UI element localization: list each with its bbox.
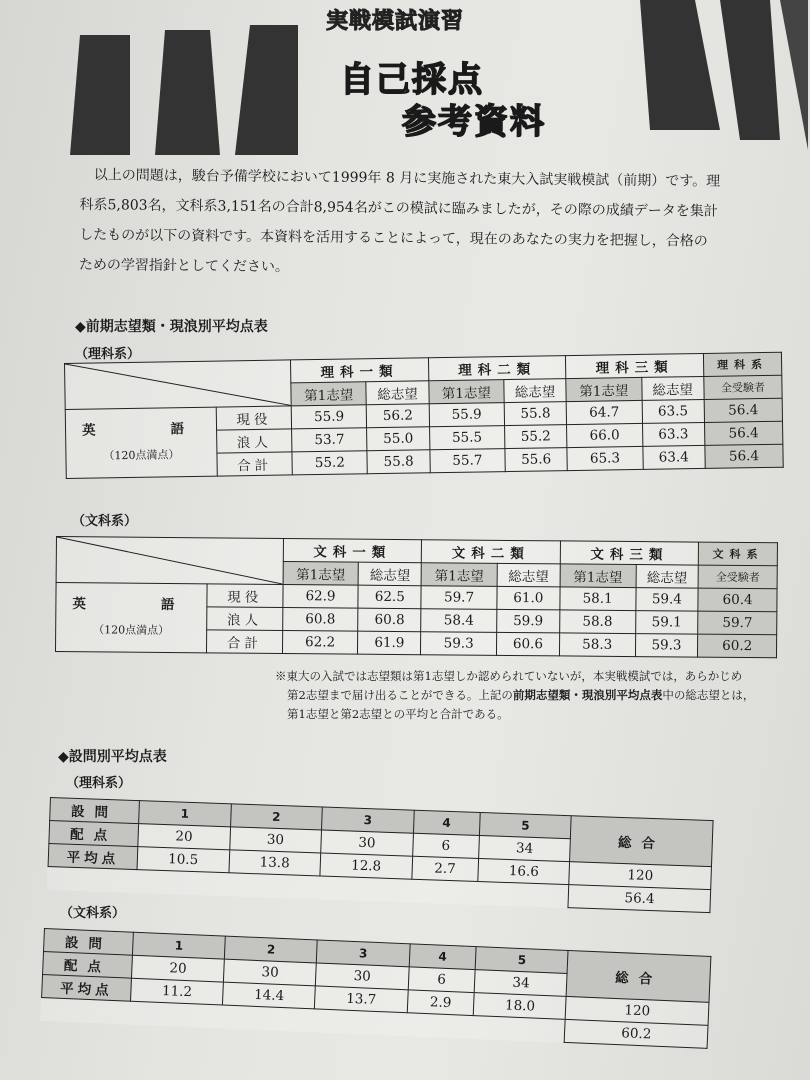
points-cell: 34 — [479, 836, 571, 862]
value-cell: 62.5 — [358, 585, 421, 609]
value-cell: 55.2 — [292, 451, 368, 475]
points-cell: 30 — [316, 963, 409, 990]
row-header: 平均点 — [42, 974, 132, 1001]
diagonal-header-cell — [65, 360, 292, 410]
header-band: 実戦模試演習 — [325, 9, 464, 34]
intro-line: したものが以下の資料です。本資料を活用することによって，現在のあなたの実力を把握し，合格の — [79, 226, 708, 250]
points-cell: 6 — [412, 833, 479, 858]
value-cell: 60.2 — [698, 634, 777, 658]
total-average: 56.4 — [568, 885, 710, 913]
sub-header: 第1志望 — [283, 561, 359, 585]
science-question-table — [47, 797, 714, 913]
humanities-average-table — [55, 536, 778, 658]
average-cell: 10.5 — [137, 847, 229, 873]
sub-header: 総志望 — [497, 563, 560, 587]
value-cell: 56.2 — [367, 404, 430, 428]
value-cell: 55.0 — [367, 427, 430, 451]
row-header: 設問 — [50, 798, 140, 824]
sub-header: 総志望 — [641, 376, 704, 400]
value-cell: 60.8 — [282, 607, 358, 631]
value-cell: 63.4 — [642, 445, 705, 469]
intro-paragraph — [79, 160, 770, 287]
average-cell: 12.8 — [320, 853, 412, 879]
total-header: 総合 — [570, 816, 713, 867]
value-cell: 59.7 — [421, 586, 497, 610]
intro-line: ための学習指針としてください。 — [78, 256, 289, 276]
points-cell: 34 — [474, 970, 567, 997]
points-cell: 30 — [229, 827, 321, 853]
question-number: 3 — [322, 807, 414, 833]
value-cell: 59.4 — [635, 588, 698, 612]
subject-cell — [65, 407, 217, 478]
sub-header: 第1志望 — [421, 563, 497, 587]
question-number: 3 — [317, 940, 410, 967]
value-cell: 55.2 — [504, 425, 567, 449]
group-header-all: 理科系 — [703, 352, 782, 376]
group-header: 理科一類 — [291, 358, 429, 383]
row-header: 配点 — [49, 821, 139, 847]
sub-header: 総志望 — [504, 379, 567, 403]
row-header: 配点 — [43, 952, 133, 979]
points-cell: 30 — [321, 830, 413, 856]
value-cell: 55.5 — [429, 426, 505, 450]
group-header: 理科三類 — [566, 353, 704, 378]
sub-header: 第1志望 — [566, 377, 642, 401]
value-cell: 58.8 — [559, 610, 635, 634]
humanities-question-table — [40, 928, 711, 1049]
value-cell: 58.4 — [421, 609, 497, 633]
value-cell: 63.3 — [642, 422, 705, 446]
question-number: 1 — [132, 932, 225, 959]
row-label: 合計 — [217, 452, 292, 476]
science-label: （理科系） — [75, 347, 141, 362]
question-number: 5 — [475, 947, 568, 974]
footnote-text: 第2志望まで届け出ることができる。上記の — [287, 688, 513, 702]
subject-cell — [55, 583, 207, 653]
science-q-label: （理科系） — [66, 776, 132, 791]
question-number: 4 — [409, 944, 477, 970]
footnote-line — [275, 686, 795, 705]
intro-line: 科系5,803名，文科系3,151名の合計8,954名がこの模試に臨みましたが，その際の成績データを集計 — [79, 196, 718, 220]
value-cell: 59.3 — [421, 632, 497, 656]
decorative-triangles-left — [70, 25, 300, 165]
footnote-text: 中の総志望とは， — [662, 688, 755, 702]
value-cell: 62.2 — [282, 630, 358, 654]
value-cell: 55.9 — [429, 403, 505, 427]
question-number: 5 — [479, 813, 571, 839]
section-title-average-by-course: ◆前期志望類・現浪別平均点表 — [75, 319, 268, 335]
points-cell: 20 — [131, 955, 224, 982]
value-cell: 59.3 — [635, 634, 698, 658]
value-cell: 59.1 — [635, 611, 698, 635]
value-cell: 59.7 — [698, 611, 777, 635]
footnote-bold: 前期志望類・現浪別平均点表 — [512, 688, 663, 702]
total-points: 120 — [566, 996, 709, 1025]
diagonal-line — [57, 537, 283, 584]
value-cell: 61.9 — [358, 631, 421, 655]
page-title-line2: 参考資料 — [402, 102, 546, 142]
science-average-table — [64, 352, 784, 479]
value-cell: 60.4 — [698, 588, 777, 612]
value-cell: 56.4 — [704, 398, 783, 422]
row-label: 現役 — [216, 406, 291, 430]
value-cell: 55.7 — [430, 449, 506, 473]
footnote-line: 第1志望と第2志望との平均と合計である。 — [287, 707, 509, 721]
sub-header: 第1志望 — [429, 380, 505, 404]
row-header: 設問 — [44, 929, 134, 956]
value-cell: 58.3 — [559, 633, 635, 657]
group-header-all: 文科系 — [699, 542, 778, 566]
value-cell: 55.6 — [505, 448, 568, 472]
sub-header: 総志望 — [359, 562, 422, 586]
row-label: 現役 — [207, 584, 283, 608]
row-label: 浪人 — [217, 429, 292, 453]
average-cell: 13.7 — [315, 986, 408, 1013]
sub-header: 第1志望 — [560, 564, 636, 588]
subject-label: 英 語 — [72, 596, 191, 614]
value-cell: 55.8 — [367, 450, 430, 474]
sub-header: 総志望 — [366, 381, 429, 405]
value-cell: 60.8 — [358, 608, 421, 632]
points-cell: 6 — [408, 967, 476, 993]
humanities-label: （文科系） — [72, 514, 138, 529]
subject-note: （120点満点） — [103, 448, 180, 463]
subject-label: 英 語 — [81, 420, 201, 439]
value-cell: 55.9 — [291, 405, 367, 429]
value-cell: 62.9 — [283, 584, 359, 608]
points-cell: 30 — [224, 959, 317, 986]
total-header: 総合 — [567, 950, 711, 1002]
group-header: 文科一類 — [283, 538, 422, 562]
value-cell: 65.3 — [567, 446, 643, 470]
group-header: 理科二類 — [428, 356, 566, 381]
question-number: 2 — [225, 936, 318, 963]
value-cell: 64.7 — [566, 400, 642, 424]
total-points: 120 — [569, 862, 711, 890]
average-cell: 18.0 — [474, 993, 567, 1020]
value-cell: 53.7 — [292, 428, 368, 452]
question-number: 1 — [139, 801, 231, 827]
average-cell: 11.2 — [131, 978, 224, 1005]
row-label: 浪人 — [207, 607, 283, 631]
section-title-average-by-question: ◆設問別平均点表 — [58, 749, 167, 765]
value-cell: 63.5 — [642, 399, 705, 423]
sub-header: 総志望 — [636, 565, 699, 589]
value-cell: 66.0 — [567, 423, 643, 447]
sub-header-all: 全受験者 — [704, 375, 783, 399]
row-label: 合計 — [206, 630, 282, 654]
points-cell: 20 — [138, 824, 230, 850]
group-header: 文科二類 — [421, 540, 560, 564]
row-header: 平均点 — [48, 843, 138, 869]
value-cell: 61.0 — [497, 586, 560, 610]
footnote-line: ※東大の入試では志望類は第1志望しか認められていないが，本実戦模試では，あらかじめ — [275, 669, 743, 683]
sub-header-all: 全受験者 — [698, 565, 777, 589]
diagonal-header-cell — [56, 537, 283, 585]
average-cell: 2.9 — [407, 990, 475, 1016]
value-cell: 59.9 — [497, 609, 560, 633]
total-average: 60.2 — [565, 1019, 708, 1048]
value-cell: 55.8 — [504, 402, 567, 426]
average-cell: 2.7 — [411, 856, 478, 881]
average-cell: 14.4 — [223, 982, 316, 1009]
group-header: 文科三類 — [560, 541, 699, 565]
page-title-line1: 自己採点 — [340, 60, 484, 100]
subject-note: （120点満点） — [93, 623, 170, 637]
value-cell: 58.1 — [560, 587, 636, 611]
question-number: 2 — [230, 804, 322, 830]
question-number: 4 — [413, 810, 480, 835]
sub-header: 第1志望 — [291, 382, 367, 406]
average-cell: 16.6 — [478, 858, 570, 884]
diagonal-line — [65, 360, 291, 409]
value-cell: 60.6 — [496, 632, 559, 656]
average-cell: 13.8 — [229, 850, 321, 876]
intro-line: 以上の問題は，駿台予備学校において1999年 8 月に実施された東大入試実戦模試（前期）です。理 — [93, 167, 721, 190]
decorative-triangles-right — [640, 0, 810, 150]
humanities-q-label: （文科系） — [60, 906, 126, 921]
value-cell: 56.4 — [705, 444, 784, 468]
footnote — [275, 667, 795, 724]
value-cell: 56.4 — [704, 421, 783, 445]
